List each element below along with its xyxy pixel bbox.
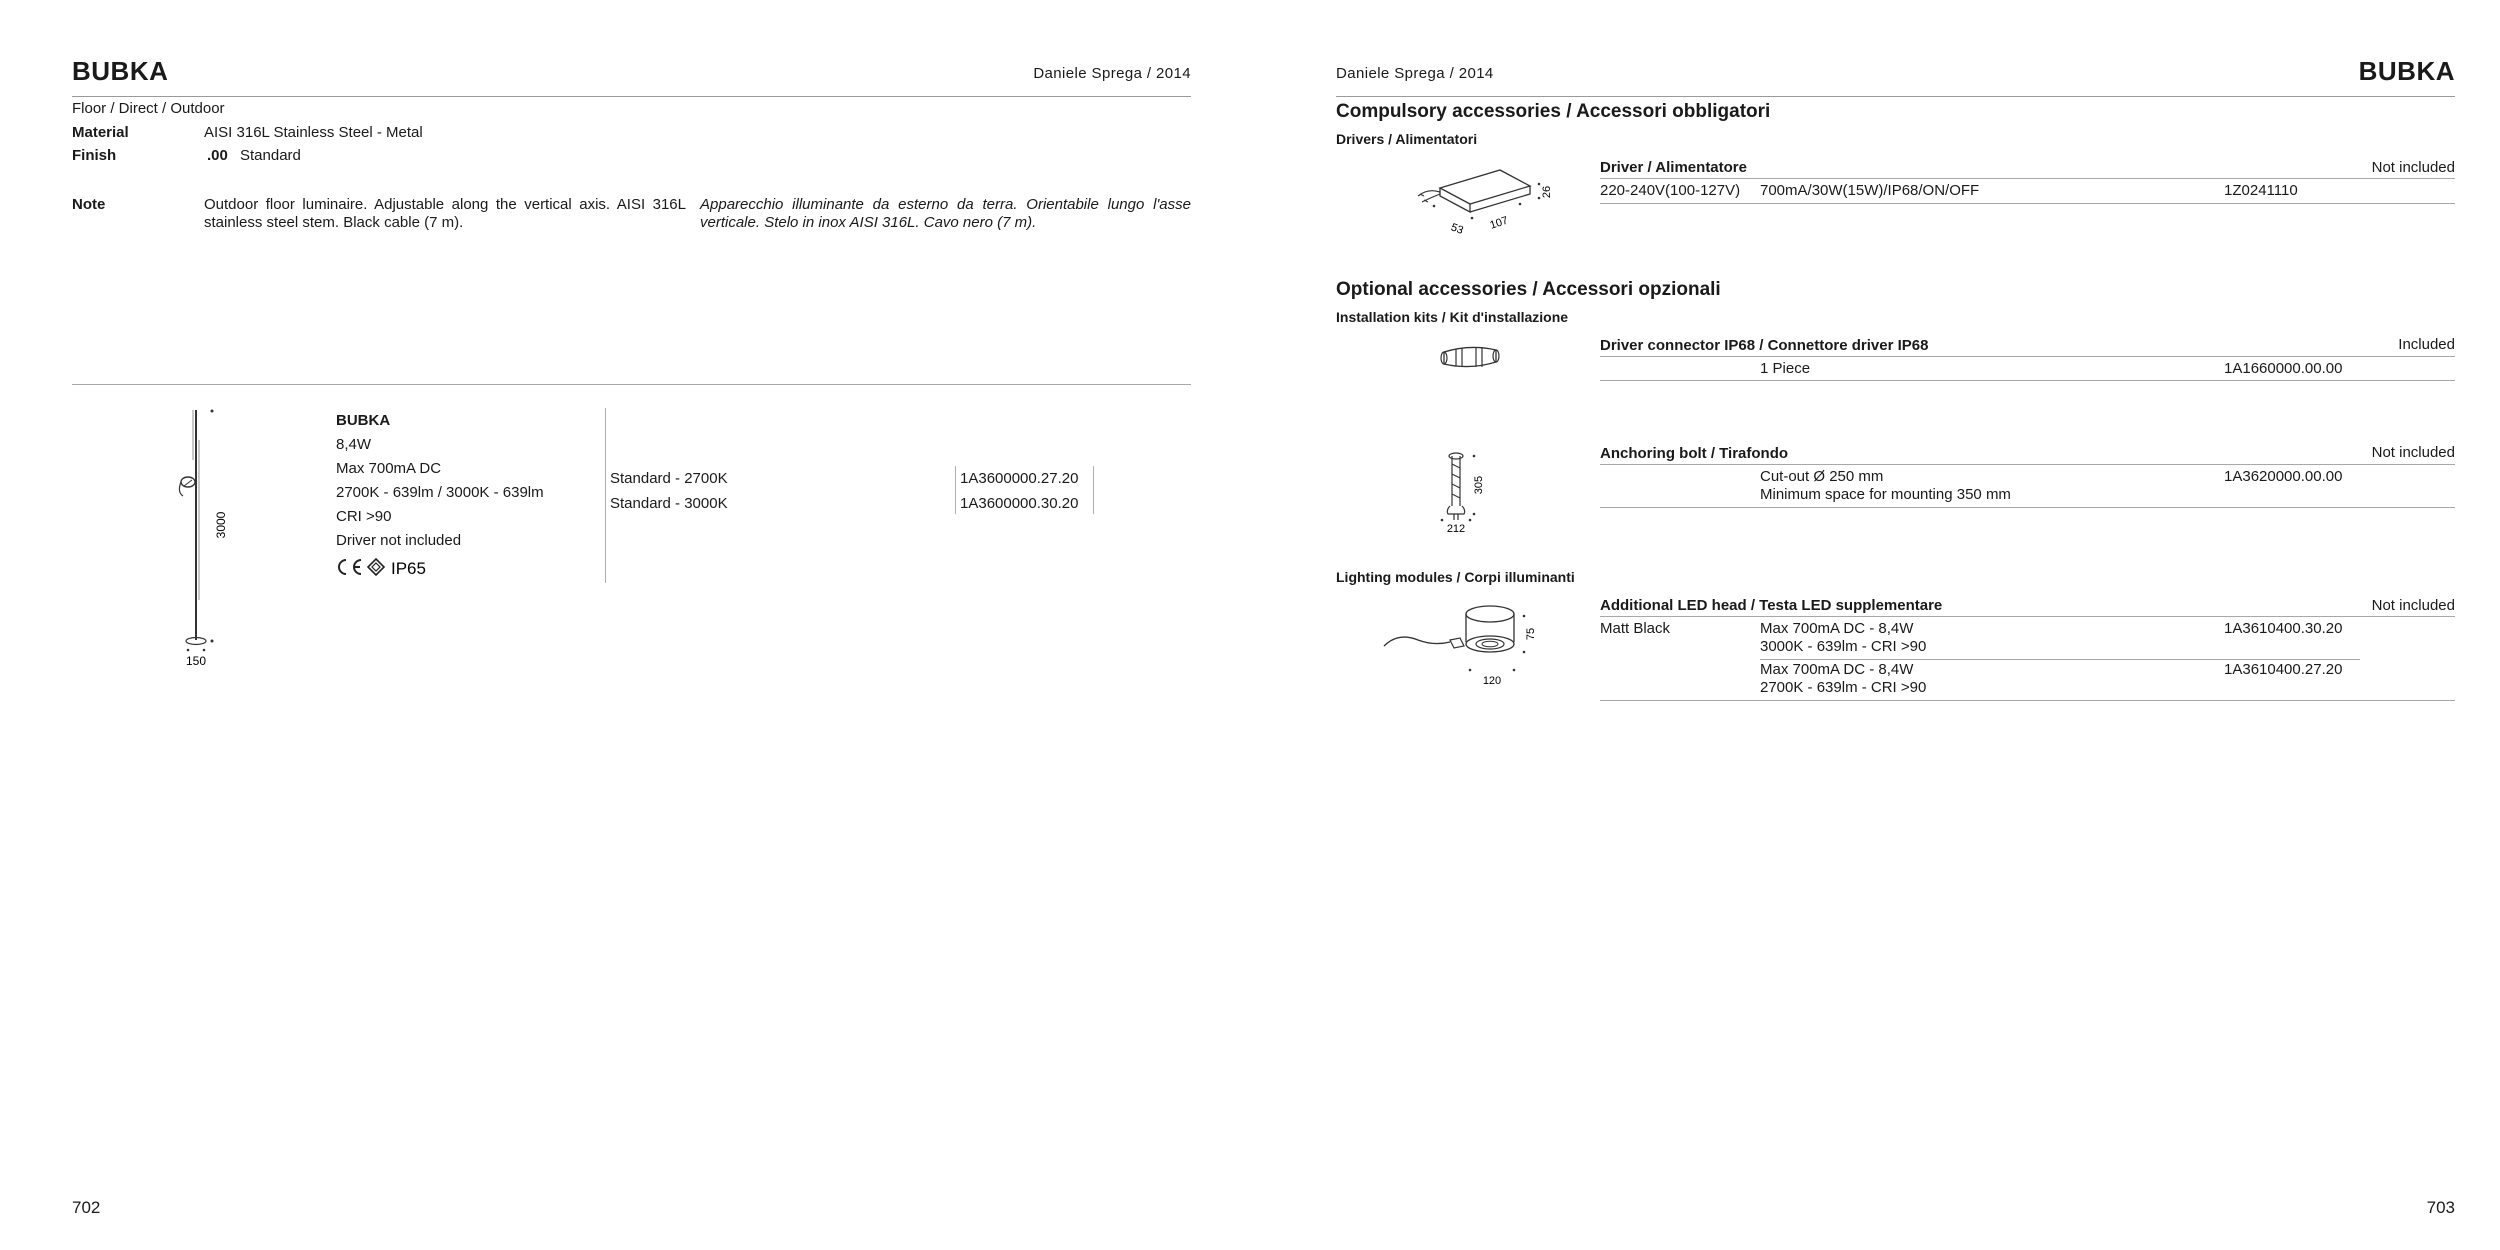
note-label: Note bbox=[72, 196, 106, 213]
driver-table-rule-bottom bbox=[1600, 203, 2455, 204]
driver-drawing bbox=[1400, 158, 1560, 248]
designer-credit: Daniele Sprega / 2014 bbox=[1033, 65, 1191, 82]
product-color-temp: 2700K - 639lm / 3000K - 639lm bbox=[336, 484, 544, 501]
connector-table-rule-bottom bbox=[1600, 380, 2455, 381]
lamp-height-dimension: 3000 bbox=[214, 511, 228, 539]
led-height-dimension: 75 bbox=[1525, 627, 1537, 641]
driver-code: 1Z0241110 bbox=[2224, 182, 2298, 199]
led-head-drawing bbox=[1378, 600, 1548, 690]
connector-drawing bbox=[1438, 340, 1502, 374]
led-table-status: Not included bbox=[2371, 597, 2455, 614]
diamond-mark-icon bbox=[368, 559, 384, 575]
led-table-rule-top bbox=[1600, 616, 2455, 617]
product-cri: CRI >90 bbox=[336, 508, 392, 525]
variant-code-3000k: 1A3600000.30.20 bbox=[960, 495, 1079, 512]
note-english: Outdoor floor luminaire. Adjustable along the vertical axis. AISI 316L stainless steel stem. Black cable (7 m). bbox=[204, 196, 686, 231]
anchor-code: 1A3620000.00.00 bbox=[2224, 468, 2343, 485]
anchor-table-status: Not included bbox=[2371, 444, 2455, 461]
drivers-subheading: Drivers / Alimentatori bbox=[1336, 131, 1478, 147]
variant-label-3000k: Standard - 3000K bbox=[610, 495, 728, 512]
variant-code-2700k: 1A3600000.27.20 bbox=[960, 470, 1079, 487]
product-title: BUBKA bbox=[72, 56, 169, 86]
variant-code-divider bbox=[955, 466, 956, 514]
connector-table-rule-top bbox=[1600, 356, 2455, 357]
led-finish: Matt Black bbox=[1600, 620, 1671, 637]
driver-width-dimension: 53 bbox=[1449, 221, 1465, 237]
variant-label-2700k: Standard - 2700K bbox=[610, 470, 728, 487]
page-number-right: 703 bbox=[2426, 1198, 2455, 1217]
product-title-right: BUBKA bbox=[2358, 56, 2455, 86]
anchor-width-dimension: 212 bbox=[1446, 523, 1466, 535]
installation-subheading: Installation kits / Kit d'installazione bbox=[1336, 309, 1569, 325]
product-driver-note: Driver not included bbox=[336, 532, 462, 549]
led-row1-code: 1A3610400.30.20 bbox=[2224, 620, 2343, 637]
driver-table-title: Driver / Alimentatore bbox=[1600, 159, 1747, 176]
ce-mark-icon bbox=[339, 560, 361, 574]
led-row2-light: 2700K - 639lm - CRI >90 bbox=[1760, 679, 1927, 696]
compulsory-heading: Compulsory accessories / Accessori obbligatori bbox=[1336, 101, 1771, 122]
spec-label-finish: Finish bbox=[72, 147, 117, 164]
modules-subheading: Lighting modules / Corpi illuminanti bbox=[1336, 569, 1575, 585]
driver-table-rule-top bbox=[1600, 178, 2455, 179]
anchor-height-dimension: 305 bbox=[1473, 475, 1485, 495]
led-row2-power: Max 700mA DC - 8,4W bbox=[1760, 661, 1914, 678]
driver-length-dimension: 107 bbox=[1488, 214, 1510, 232]
anchor-bolt-drawing bbox=[1420, 448, 1510, 536]
certification-marks bbox=[334, 555, 434, 579]
product-power: 8,4W bbox=[336, 436, 372, 453]
connector-quantity: 1 Piece bbox=[1760, 360, 1811, 377]
anchor-min-space: Minimum space for mounting 350 mm bbox=[1760, 486, 2011, 503]
header-rule-right bbox=[1336, 96, 2455, 97]
category-line: Floor / Direct / Outdoor bbox=[72, 100, 225, 117]
spec-label-material: Material bbox=[72, 124, 129, 141]
driver-voltage: 220-240V(100-127V) bbox=[1600, 182, 1741, 199]
variant-product-name: BUBKA bbox=[336, 412, 391, 429]
led-row1-light: 3000K - 639lm - CRI >90 bbox=[1760, 638, 1927, 655]
optional-heading: Optional accessories / Accessori opzionali bbox=[1336, 279, 1721, 300]
led-table-title: Additional LED head / Testa LED supplementare bbox=[1600, 597, 1943, 614]
finish-code: .00 bbox=[207, 147, 228, 164]
anchor-cutout: Cut-out Ø 250 mm bbox=[1760, 468, 1884, 485]
spec-value-finish: Standard bbox=[240, 147, 301, 164]
led-row2-code: 1A3610400.27.20 bbox=[2224, 661, 2343, 678]
header-rule bbox=[72, 96, 1191, 97]
section-divider bbox=[72, 384, 1191, 385]
led-table-rule-bottom bbox=[1600, 700, 2455, 701]
product-current: Max 700mA DC bbox=[336, 460, 442, 477]
spec-value-material: AISI 316L Stainless Steel - Metal bbox=[204, 124, 423, 141]
anchor-table-rule-bottom bbox=[1600, 507, 2455, 508]
driver-spec: 700mA/30W(15W)/IP68/ON/OFF bbox=[1760, 182, 1980, 199]
variant-divider bbox=[605, 408, 606, 583]
anchor-table-title: Anchoring bolt / Tirafondo bbox=[1600, 445, 1789, 462]
led-width-dimension: 120 bbox=[1482, 675, 1502, 687]
floor-lamp-drawing bbox=[170, 400, 240, 675]
driver-table-status: Not included bbox=[2371, 159, 2455, 176]
connector-table-title: Driver connector IP68 / Connettore driver IP68 bbox=[1600, 337, 1929, 354]
page-number-left: 702 bbox=[72, 1198, 101, 1217]
right-page bbox=[1250, 0, 2500, 1250]
designer-credit-right: Daniele Sprega / 2014 bbox=[1336, 65, 1494, 82]
connector-code: 1A1660000.00.00 bbox=[2224, 360, 2343, 377]
ip65-mark: IP65 bbox=[391, 559, 426, 578]
driver-height-dimension: 26 bbox=[1541, 185, 1553, 199]
connector-table-status: Included bbox=[2398, 336, 2455, 353]
anchor-table-rule-top bbox=[1600, 464, 2455, 465]
led-row-separator bbox=[1760, 659, 2360, 660]
variant-end-divider bbox=[1093, 466, 1094, 514]
led-row1-power: Max 700mA DC - 8,4W bbox=[1760, 620, 1914, 637]
note-italian: Apparecchio illuminante da esterno da terra. Orientabile lungo l'asse verticale. Stelo in inox AISI 316L. Cavo nero (7 m). bbox=[700, 196, 1191, 231]
lamp-base-dimension: 150 bbox=[185, 654, 207, 668]
